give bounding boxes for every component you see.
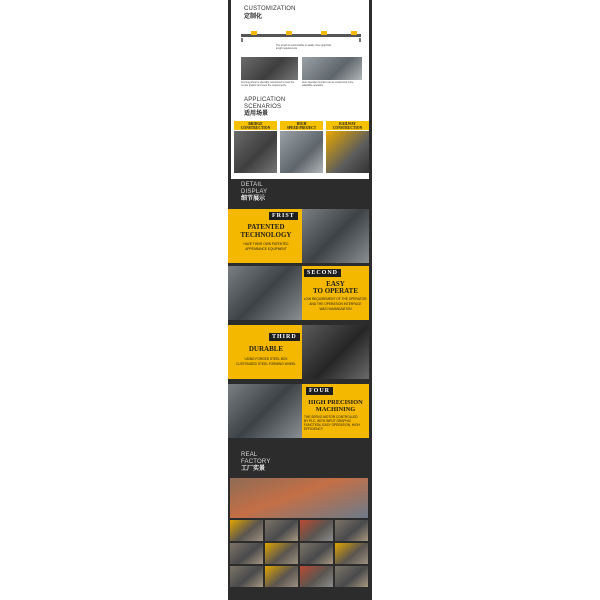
application-heading-cn: 适用场景 — [244, 111, 269, 117]
tag-line: SPEED PROJECT — [286, 125, 317, 130]
tag-line: CONSTRUCTION — [240, 125, 271, 130]
card-desc-1: THE SERVO MOTOR CONTROLLED — [304, 415, 358, 419]
auto-operation-photo — [302, 57, 362, 80]
card-title-2: TO OPERATE — [312, 287, 359, 295]
tag-line: HIGH — [296, 121, 307, 126]
factory-photo — [335, 520, 368, 541]
card-desc-2: CUSTOMIZED STEEL FORMING WHEEL — [235, 362, 297, 366]
card-desc-2: APPEARANCE EQUIPMENT — [245, 247, 287, 251]
detail-card-second — [228, 266, 369, 320]
factory-photo — [230, 543, 263, 564]
card-title-1: EASY — [326, 280, 345, 288]
card-title-1: DURABLE — [248, 345, 284, 353]
card-desc-3: WAS HUMANIZATION — [319, 307, 352, 311]
length-diagram — [241, 28, 361, 42]
high-speed-project-photo — [280, 131, 323, 173]
tag-line: BRIDGE — [248, 121, 263, 126]
bridge-construction-photo — [234, 131, 277, 173]
factory-photo — [335, 566, 368, 587]
card-desc-2: BY PLC, WITH INPUT GRAPHIC — [304, 419, 351, 423]
customization-caption-main: The length is customizable to satisfy more graphical length requirements — [276, 44, 331, 50]
tag-high-speed-project — [280, 121, 323, 130]
card-title-1: PATENTED — [247, 223, 285, 231]
application-heading-en-2: SCENARIOS — [244, 104, 282, 110]
factory-photo — [230, 520, 263, 541]
card-desc-1: HAVE THEIR OWN PATENTED — [243, 242, 289, 246]
card-desc-1: LOW REQUIREMENT OF THE OPERATOR, — [303, 297, 368, 301]
card-photo — [228, 384, 302, 438]
factory-photo — [300, 520, 333, 541]
card-desc-1: USING FORGED STEEL BOX — [244, 357, 288, 361]
customization-heading-cn: 定制化 — [244, 14, 263, 20]
factory-photo — [230, 566, 263, 587]
card-badge: THIRD — [269, 333, 300, 341]
tag-railway-construction — [326, 121, 369, 130]
customization-section — [231, 0, 369, 179]
factory-heading-cn: 工厂实景 — [241, 466, 266, 472]
detail-card-four — [228, 384, 369, 438]
card-title-1: HIGH PRECISION — [308, 399, 363, 406]
factory-photo — [265, 543, 298, 564]
factory-photo — [300, 566, 333, 587]
card-photo — [302, 209, 369, 263]
tag-line: CONSTRUCTION — [332, 125, 363, 130]
card-photo — [228, 266, 302, 320]
tag-line: RAILWAY — [339, 121, 356, 126]
detail-heading-en-2: DISPLAY — [241, 189, 268, 195]
factory-heading-en-1: REAL — [241, 452, 258, 458]
card-title-2: TECHNOLOGY — [240, 231, 292, 239]
detail-heading-cn: 细节展示 — [241, 196, 266, 202]
factory-photo — [265, 520, 298, 541]
application-heading-en-1: APPLICATION — [244, 97, 286, 103]
detail-heading-en-1: DETAIL — [241, 182, 263, 188]
card-desc-3: FUNCTION, EASY OPERATION, HIGH EFFICIENCY — [304, 423, 360, 431]
card-desc-2: AND THE OPERATION INTERFACE — [309, 302, 362, 306]
factory-photo — [335, 543, 368, 564]
railway-construction-photo — [326, 131, 369, 173]
forming-wheel-photo — [241, 57, 298, 80]
card-title-2: MACHINING — [315, 406, 356, 413]
factory-heading-en-2: FACTORY — [241, 459, 271, 465]
tag-bridge-construction — [234, 121, 277, 130]
customization-caption-right: Auto operation function can be customized more adaptable operation — [302, 81, 354, 87]
customization-caption-left: Forming wheel is specially customized to meet the on-site graphic and meet the requirements — [241, 81, 295, 87]
detail-card-third — [228, 325, 369, 379]
card-badge: FOUR — [306, 387, 333, 395]
card-badge: FRIST — [269, 212, 298, 220]
card-badge: SECOND — [304, 269, 341, 277]
factory-photo — [300, 543, 333, 564]
detail-card-first — [228, 209, 369, 263]
factory-photo — [265, 566, 298, 587]
card-photo — [302, 325, 369, 379]
factory-building-photo — [230, 478, 368, 518]
customization-heading-en: CUSTOMIZATION — [244, 6, 296, 12]
